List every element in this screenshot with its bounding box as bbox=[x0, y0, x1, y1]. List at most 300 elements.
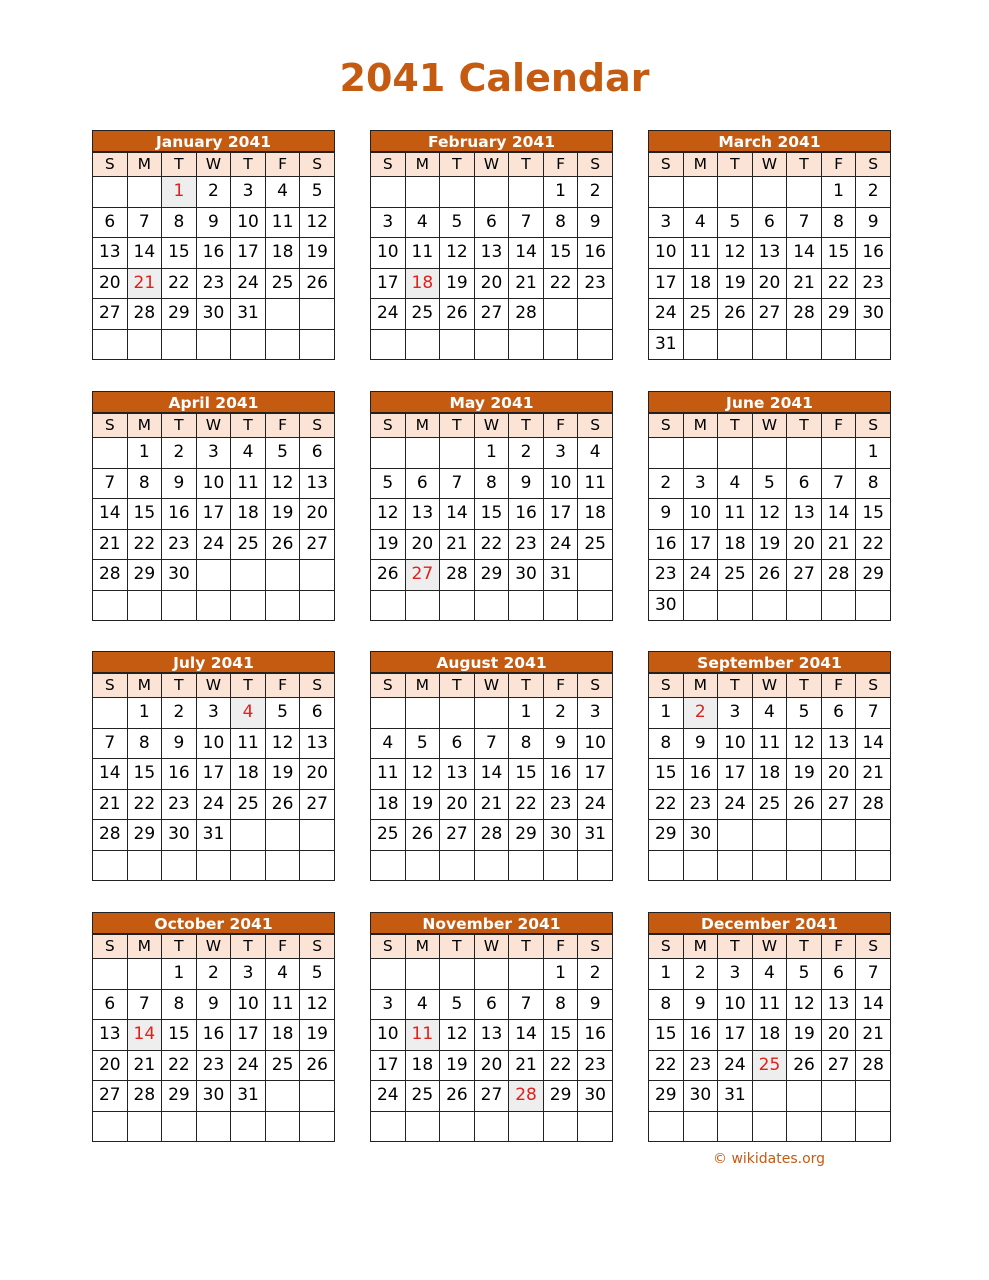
day-cell: 12 bbox=[787, 989, 822, 1020]
empty-day-cell bbox=[127, 177, 162, 208]
day-cell: 14 bbox=[440, 499, 475, 530]
week-row bbox=[93, 728, 335, 759]
empty-day-cell bbox=[231, 329, 266, 360]
empty-day-cell bbox=[162, 850, 197, 881]
day-cell: 10 bbox=[231, 989, 266, 1020]
day-cell: 23 bbox=[683, 1050, 718, 1081]
weekday-label: S bbox=[856, 414, 891, 438]
empty-day-cell bbox=[787, 1081, 822, 1112]
empty-day-cell bbox=[821, 1111, 856, 1142]
month-title: January 2041 bbox=[92, 130, 335, 152]
empty-day-cell bbox=[752, 590, 787, 621]
day-cell: 3 bbox=[371, 207, 406, 238]
day-cell: 8 bbox=[543, 989, 578, 1020]
week-row bbox=[649, 1020, 891, 1051]
empty-day-cell bbox=[300, 299, 335, 330]
day-cell: 2 bbox=[543, 698, 578, 729]
empty-day-cell bbox=[578, 850, 613, 881]
weekday-label: T bbox=[509, 674, 544, 698]
weekday-label: S bbox=[300, 153, 335, 177]
day-cell: 30 bbox=[683, 1081, 718, 1112]
week-row bbox=[371, 499, 613, 530]
day-cell: 17 bbox=[371, 268, 406, 299]
empty-day-cell bbox=[440, 698, 475, 729]
day-cell: 30 bbox=[196, 299, 231, 330]
day-cell: 2 bbox=[683, 959, 718, 990]
empty-day-cell bbox=[231, 590, 266, 621]
day-cell: 17 bbox=[231, 1020, 266, 1051]
day-cell: 11 bbox=[231, 468, 266, 499]
month-block bbox=[92, 130, 335, 360]
day-cell: 17 bbox=[371, 1050, 406, 1081]
empty-day-cell bbox=[578, 329, 613, 360]
day-cell: 4 bbox=[371, 728, 406, 759]
day-cell: 18 bbox=[752, 1020, 787, 1051]
day-cell: 1 bbox=[649, 959, 684, 990]
day-cell: 2 bbox=[162, 698, 197, 729]
empty-day-cell bbox=[265, 850, 300, 881]
week-row bbox=[93, 1111, 335, 1142]
weekday-label: T bbox=[718, 414, 753, 438]
weekday-label: T bbox=[440, 674, 475, 698]
day-cell: 20 bbox=[474, 268, 509, 299]
empty-day-cell bbox=[752, 820, 787, 851]
day-cell: 22 bbox=[649, 789, 684, 820]
week-row bbox=[93, 1050, 335, 1081]
week-row bbox=[93, 1020, 335, 1051]
empty-day-cell bbox=[300, 560, 335, 591]
month-block bbox=[648, 130, 891, 360]
empty-day-cell bbox=[265, 329, 300, 360]
day-cell: 30 bbox=[509, 560, 544, 591]
empty-day-cell bbox=[440, 438, 475, 469]
day-cell: 3 bbox=[196, 438, 231, 469]
day-cell: 1 bbox=[543, 177, 578, 208]
holiday-day-cell: 18 bbox=[405, 268, 440, 299]
weekday-label: S bbox=[371, 674, 406, 698]
day-cell: 13 bbox=[300, 728, 335, 759]
day-cell: 11 bbox=[231, 728, 266, 759]
day-cell: 19 bbox=[265, 759, 300, 790]
day-cell: 3 bbox=[718, 698, 753, 729]
weekday-row bbox=[93, 414, 335, 438]
empty-day-cell bbox=[509, 177, 544, 208]
weekday-label: S bbox=[371, 153, 406, 177]
day-cell: 21 bbox=[127, 1050, 162, 1081]
day-cell: 29 bbox=[509, 820, 544, 851]
empty-day-cell bbox=[821, 438, 856, 469]
week-row bbox=[371, 299, 613, 330]
empty-day-cell bbox=[509, 590, 544, 621]
empty-day-cell bbox=[405, 438, 440, 469]
day-cell: 11 bbox=[405, 238, 440, 269]
day-cell: 24 bbox=[578, 789, 613, 820]
weekday-label: T bbox=[787, 674, 822, 698]
day-cell: 4 bbox=[405, 989, 440, 1020]
week-row bbox=[93, 959, 335, 990]
day-cell: 19 bbox=[440, 268, 475, 299]
weekday-label: S bbox=[93, 674, 128, 698]
day-cell: 21 bbox=[93, 789, 128, 820]
empty-day-cell bbox=[440, 850, 475, 881]
day-cell: 8 bbox=[162, 207, 197, 238]
day-cell: 24 bbox=[196, 529, 231, 560]
holiday-day-cell: 28 bbox=[509, 1081, 544, 1112]
day-cell: 16 bbox=[683, 759, 718, 790]
month-block bbox=[648, 651, 891, 881]
day-cell: 20 bbox=[300, 759, 335, 790]
day-cell: 15 bbox=[649, 1020, 684, 1051]
day-cell: 3 bbox=[371, 989, 406, 1020]
day-cell: 19 bbox=[752, 529, 787, 560]
empty-day-cell bbox=[821, 590, 856, 621]
day-cell: 20 bbox=[300, 499, 335, 530]
day-cell: 14 bbox=[474, 759, 509, 790]
weekday-label: T bbox=[787, 935, 822, 959]
day-cell: 31 bbox=[196, 820, 231, 851]
empty-day-cell bbox=[300, 590, 335, 621]
day-cell: 8 bbox=[649, 989, 684, 1020]
month-table bbox=[648, 934, 891, 1142]
week-row bbox=[93, 590, 335, 621]
week-row bbox=[93, 698, 335, 729]
empty-day-cell bbox=[543, 850, 578, 881]
empty-day-cell bbox=[162, 329, 197, 360]
month-table bbox=[92, 934, 335, 1142]
month-block bbox=[92, 391, 335, 621]
day-cell: 9 bbox=[856, 207, 891, 238]
week-row bbox=[649, 989, 891, 1020]
week-row bbox=[649, 177, 891, 208]
day-cell: 5 bbox=[787, 959, 822, 990]
weekday-label: S bbox=[578, 153, 613, 177]
weekday-row bbox=[93, 674, 335, 698]
month-table bbox=[92, 413, 335, 621]
empty-day-cell bbox=[93, 438, 128, 469]
weekday-row bbox=[649, 935, 891, 959]
day-cell: 3 bbox=[196, 698, 231, 729]
week-row bbox=[93, 238, 335, 269]
empty-day-cell bbox=[718, 1111, 753, 1142]
week-row bbox=[649, 438, 891, 469]
week-row bbox=[93, 789, 335, 820]
day-cell: 18 bbox=[371, 789, 406, 820]
weekday-label: W bbox=[196, 153, 231, 177]
day-cell: 25 bbox=[265, 268, 300, 299]
page-title: 2041 Calendar bbox=[339, 56, 650, 100]
weekday-label: S bbox=[649, 153, 684, 177]
empty-day-cell bbox=[371, 698, 406, 729]
week-row bbox=[371, 329, 613, 360]
weekday-label: W bbox=[474, 414, 509, 438]
day-cell: 24 bbox=[371, 1081, 406, 1112]
week-row bbox=[371, 207, 613, 238]
week-row bbox=[371, 959, 613, 990]
month-title: June 2041 bbox=[648, 391, 891, 413]
day-cell: 20 bbox=[474, 1050, 509, 1081]
day-cell: 16 bbox=[543, 759, 578, 790]
day-cell: 4 bbox=[718, 468, 753, 499]
week-row bbox=[93, 438, 335, 469]
month-table bbox=[370, 152, 613, 360]
empty-day-cell bbox=[93, 698, 128, 729]
empty-day-cell bbox=[718, 820, 753, 851]
day-cell: 22 bbox=[856, 529, 891, 560]
weekday-label: T bbox=[787, 414, 822, 438]
day-cell: 10 bbox=[683, 499, 718, 530]
weekday-label: M bbox=[127, 414, 162, 438]
weekday-row bbox=[371, 414, 613, 438]
day-cell: 21 bbox=[509, 268, 544, 299]
day-cell: 3 bbox=[683, 468, 718, 499]
day-cell: 18 bbox=[718, 529, 753, 560]
weekday-label: S bbox=[300, 674, 335, 698]
month-table bbox=[648, 673, 891, 881]
week-row bbox=[93, 759, 335, 790]
day-cell: 3 bbox=[578, 698, 613, 729]
day-cell: 24 bbox=[231, 268, 266, 299]
day-cell: 16 bbox=[578, 238, 613, 269]
day-cell: 4 bbox=[578, 438, 613, 469]
day-cell: 16 bbox=[578, 1020, 613, 1051]
day-cell: 28 bbox=[474, 820, 509, 851]
day-cell: 16 bbox=[162, 759, 197, 790]
day-cell: 23 bbox=[543, 789, 578, 820]
empty-day-cell bbox=[718, 177, 753, 208]
day-cell: 17 bbox=[718, 759, 753, 790]
weekday-label: S bbox=[578, 935, 613, 959]
empty-day-cell bbox=[856, 820, 891, 851]
day-cell: 18 bbox=[405, 1050, 440, 1081]
day-cell: 10 bbox=[578, 728, 613, 759]
week-row bbox=[371, 1050, 613, 1081]
day-cell: 1 bbox=[821, 177, 856, 208]
empty-day-cell bbox=[543, 299, 578, 330]
month-block bbox=[370, 391, 613, 621]
empty-day-cell bbox=[440, 959, 475, 990]
week-row bbox=[649, 728, 891, 759]
empty-day-cell bbox=[265, 299, 300, 330]
week-row bbox=[371, 238, 613, 269]
day-cell: 6 bbox=[821, 698, 856, 729]
day-cell: 26 bbox=[265, 529, 300, 560]
weekday-label: F bbox=[265, 414, 300, 438]
day-cell: 26 bbox=[371, 560, 406, 591]
day-cell: 10 bbox=[718, 989, 753, 1020]
empty-day-cell bbox=[578, 1111, 613, 1142]
day-cell: 22 bbox=[543, 268, 578, 299]
empty-day-cell bbox=[752, 329, 787, 360]
weekday-label: S bbox=[649, 935, 684, 959]
weekday-label: M bbox=[127, 674, 162, 698]
empty-day-cell bbox=[371, 850, 406, 881]
day-cell: 26 bbox=[752, 560, 787, 591]
holiday-day-cell: 4 bbox=[231, 698, 266, 729]
day-cell: 20 bbox=[93, 268, 128, 299]
month-block bbox=[92, 651, 335, 881]
month-table bbox=[92, 673, 335, 881]
month-title: May 2041 bbox=[370, 391, 613, 413]
week-row bbox=[371, 590, 613, 621]
empty-day-cell bbox=[127, 850, 162, 881]
day-cell: 25 bbox=[683, 299, 718, 330]
day-cell: 4 bbox=[265, 959, 300, 990]
day-cell: 7 bbox=[856, 698, 891, 729]
day-cell: 10 bbox=[543, 468, 578, 499]
day-cell: 13 bbox=[93, 238, 128, 269]
weekday-label: W bbox=[196, 674, 231, 698]
day-cell: 5 bbox=[787, 698, 822, 729]
day-cell: 8 bbox=[474, 468, 509, 499]
day-cell: 13 bbox=[787, 499, 822, 530]
day-cell: 3 bbox=[543, 438, 578, 469]
day-cell: 26 bbox=[265, 789, 300, 820]
day-cell: 24 bbox=[196, 789, 231, 820]
empty-day-cell bbox=[683, 590, 718, 621]
holiday-day-cell: 21 bbox=[127, 268, 162, 299]
empty-day-cell bbox=[683, 177, 718, 208]
day-cell: 2 bbox=[578, 959, 613, 990]
day-cell: 13 bbox=[821, 728, 856, 759]
week-row bbox=[93, 1081, 335, 1112]
day-cell: 31 bbox=[578, 820, 613, 851]
week-row bbox=[649, 299, 891, 330]
empty-day-cell bbox=[231, 1111, 266, 1142]
week-row bbox=[371, 268, 613, 299]
day-cell: 8 bbox=[127, 468, 162, 499]
day-cell: 26 bbox=[787, 789, 822, 820]
day-cell: 27 bbox=[752, 299, 787, 330]
day-cell: 14 bbox=[856, 728, 891, 759]
day-cell: 17 bbox=[649, 268, 684, 299]
month-table bbox=[370, 673, 613, 881]
day-cell: 12 bbox=[265, 468, 300, 499]
day-cell: 31 bbox=[543, 560, 578, 591]
week-row bbox=[371, 759, 613, 790]
week-row bbox=[93, 207, 335, 238]
month-table bbox=[648, 152, 891, 360]
day-cell: 21 bbox=[787, 268, 822, 299]
day-cell: 20 bbox=[440, 789, 475, 820]
day-cell: 20 bbox=[787, 529, 822, 560]
day-cell: 15 bbox=[856, 499, 891, 530]
day-cell: 15 bbox=[162, 238, 197, 269]
month-table bbox=[370, 934, 613, 1142]
day-cell: 10 bbox=[371, 238, 406, 269]
day-cell: 28 bbox=[93, 820, 128, 851]
weekday-row bbox=[649, 674, 891, 698]
weekday-label: S bbox=[578, 674, 613, 698]
day-cell: 25 bbox=[371, 820, 406, 851]
empty-day-cell bbox=[683, 1111, 718, 1142]
day-cell: 16 bbox=[509, 499, 544, 530]
day-cell: 9 bbox=[649, 499, 684, 530]
day-cell: 12 bbox=[371, 499, 406, 530]
day-cell: 10 bbox=[649, 238, 684, 269]
day-cell: 7 bbox=[93, 728, 128, 759]
day-cell: 17 bbox=[196, 499, 231, 530]
empty-day-cell bbox=[405, 959, 440, 990]
day-cell: 29 bbox=[649, 1081, 684, 1112]
weekday-label: W bbox=[752, 414, 787, 438]
week-row bbox=[649, 698, 891, 729]
week-row bbox=[649, 560, 891, 591]
day-cell: 13 bbox=[474, 238, 509, 269]
week-row bbox=[649, 207, 891, 238]
day-cell: 9 bbox=[543, 728, 578, 759]
holiday-day-cell: 14 bbox=[127, 1020, 162, 1051]
day-cell: 2 bbox=[196, 177, 231, 208]
day-cell: 16 bbox=[162, 499, 197, 530]
day-cell: 22 bbox=[162, 268, 197, 299]
weekday-label: S bbox=[856, 674, 891, 698]
day-cell: 31 bbox=[718, 1081, 753, 1112]
empty-day-cell bbox=[300, 820, 335, 851]
day-cell: 17 bbox=[231, 238, 266, 269]
empty-day-cell bbox=[405, 590, 440, 621]
day-cell: 23 bbox=[578, 1050, 613, 1081]
week-row bbox=[93, 820, 335, 851]
week-row bbox=[371, 850, 613, 881]
week-row bbox=[93, 268, 335, 299]
day-cell: 5 bbox=[718, 207, 753, 238]
empty-day-cell bbox=[543, 590, 578, 621]
day-cell: 18 bbox=[231, 499, 266, 530]
day-cell: 14 bbox=[509, 1020, 544, 1051]
weekday-label: S bbox=[578, 414, 613, 438]
day-cell: 25 bbox=[405, 299, 440, 330]
day-cell: 5 bbox=[265, 438, 300, 469]
day-cell: 14 bbox=[787, 238, 822, 269]
weekday-label: F bbox=[821, 674, 856, 698]
week-row bbox=[93, 529, 335, 560]
day-cell: 7 bbox=[509, 207, 544, 238]
empty-day-cell bbox=[509, 850, 544, 881]
empty-day-cell bbox=[231, 850, 266, 881]
day-cell: 19 bbox=[300, 1020, 335, 1051]
day-cell: 23 bbox=[196, 268, 231, 299]
week-row bbox=[93, 329, 335, 360]
day-cell: 6 bbox=[752, 207, 787, 238]
day-cell: 23 bbox=[196, 1050, 231, 1081]
weekday-label: W bbox=[474, 935, 509, 959]
day-cell: 25 bbox=[718, 560, 753, 591]
weekday-label: T bbox=[718, 674, 753, 698]
day-cell: 16 bbox=[196, 238, 231, 269]
empty-day-cell bbox=[752, 1081, 787, 1112]
day-cell: 9 bbox=[683, 989, 718, 1020]
holiday-day-cell: 1 bbox=[162, 177, 197, 208]
empty-day-cell bbox=[405, 850, 440, 881]
day-cell: 20 bbox=[405, 529, 440, 560]
empty-day-cell bbox=[543, 329, 578, 360]
day-cell: 7 bbox=[440, 468, 475, 499]
day-cell: 5 bbox=[300, 177, 335, 208]
empty-day-cell bbox=[265, 590, 300, 621]
day-cell: 19 bbox=[787, 1020, 822, 1051]
empty-day-cell bbox=[93, 329, 128, 360]
weekday-label: S bbox=[300, 414, 335, 438]
month-title: March 2041 bbox=[648, 130, 891, 152]
day-cell: 9 bbox=[578, 207, 613, 238]
day-cell: 19 bbox=[440, 1050, 475, 1081]
day-cell: 15 bbox=[543, 238, 578, 269]
day-cell: 18 bbox=[265, 238, 300, 269]
day-cell: 2 bbox=[856, 177, 891, 208]
day-cell: 22 bbox=[474, 529, 509, 560]
day-cell: 15 bbox=[509, 759, 544, 790]
month-title: July 2041 bbox=[92, 651, 335, 673]
